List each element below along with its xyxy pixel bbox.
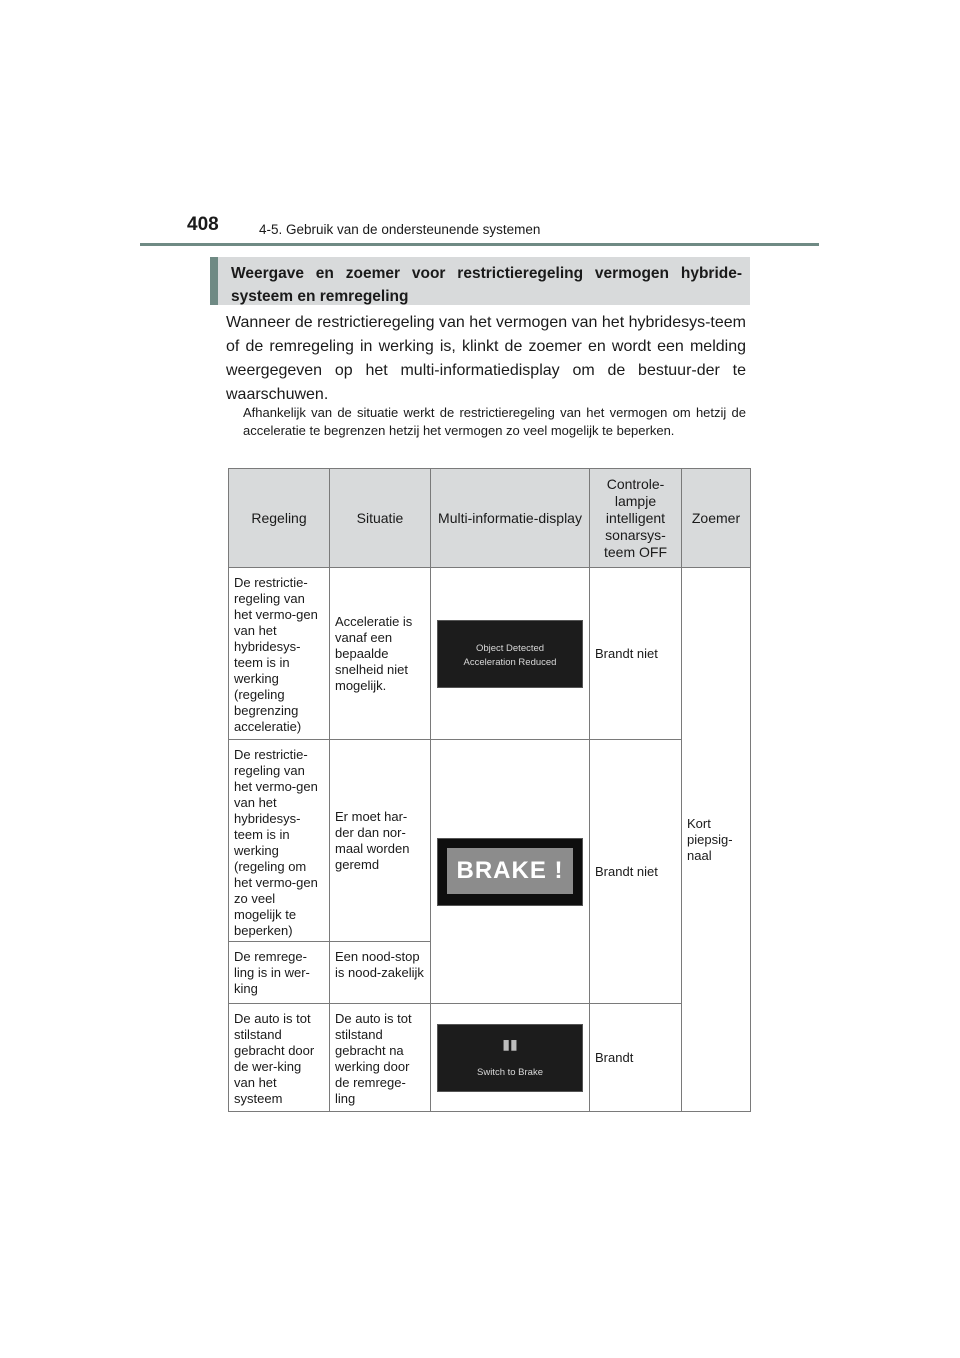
cell-display [431, 740, 590, 1004]
header-situatie: Situatie [330, 469, 431, 568]
cell-lamp: Brandt [590, 1004, 682, 1112]
cell-display [431, 1004, 590, 1112]
cell-situatie: Een nood-stop is nood-zakelijk [330, 942, 431, 1004]
foot-on-pedal-icon: ▮▮ [502, 1035, 518, 1052]
table-row [229, 568, 751, 740]
header-display: Multi-informatie-display [431, 469, 590, 568]
cell-regeling: De restrictie-regeling van het vermo-gen van het hybridesys-teem is in werking (regeling begrenzing acceleratie) [229, 568, 330, 740]
chapter-title: 4-5. Gebruik van de ondersteunende systemen [259, 222, 541, 237]
header-regeling: Regeling [229, 469, 330, 568]
note-paragraph: Afhankelijk van de situatie werkt de restrictieregeling van het vermogen om hetzij de acceleratie te begrenzen hetzij het vermogen zo veel mogelijk te beperken. [243, 405, 746, 438]
cell-zoemer: Kort piepsig-naal [682, 568, 751, 1112]
cell-lamp: Brandt niet [590, 568, 682, 740]
section-title: Weergave en zoemer voor restrictieregeling vermogen hybride-systeem en remregeling [231, 265, 742, 305]
cell-regeling: De remrege-ling is in wer-king [229, 942, 330, 1004]
table-row [229, 740, 751, 942]
header-zoemer: Zoemer [682, 469, 751, 568]
display-screenshot-acceleration-reduced [437, 620, 583, 688]
table-header-row [229, 469, 751, 568]
cell-regeling: De restrictie-regeling van het vermo-gen van het hybridesys-teem is in werking (regeling om het vermo-gen zo veel mogelijk te beperken) [229, 740, 330, 942]
control-table [228, 468, 751, 1112]
page-number: 408 [187, 214, 219, 235]
cell-situatie: Acceleratie is vanaf een bepaalde snelheid niet mogelijk. [330, 568, 431, 740]
cell-display [431, 568, 590, 740]
section-heading [210, 257, 750, 305]
cell-situatie: Er moet har-der dan nor-maal worden geremd [330, 740, 431, 942]
display-screenshot-switch-to-brake [437, 1024, 583, 1092]
display-line-1: Object Detected [475, 642, 545, 654]
header-rule [140, 243, 819, 246]
cell-lamp: Brandt niet [590, 740, 682, 1004]
display-screenshot-brake [437, 838, 583, 906]
cell-regeling: De auto is tot stilstand gebracht door de wer-king van het systeem [229, 1004, 330, 1112]
cell-situatie: De auto is tot stilstand gebracht na werking door de remrege-ling [330, 1004, 431, 1112]
display-text: Switch to Brake [477, 1066, 543, 1078]
header-lamp: Controle-lampje intelligent sonarsys-teem OFF [590, 469, 682, 568]
brake-warning: BRAKE ! [447, 848, 573, 894]
table-row [229, 1004, 751, 1112]
display-line-2: Acceleration Reduced [463, 656, 557, 668]
body-paragraph: Wanneer de restrictieregeling van het vermogen van het hybridesys-teem of de remregeling in werking is, klinkt de zoemer en wordt een melding weergegeven op het multi-informatiedisplay om de bestuur-der te waarschuwen. [226, 314, 746, 403]
